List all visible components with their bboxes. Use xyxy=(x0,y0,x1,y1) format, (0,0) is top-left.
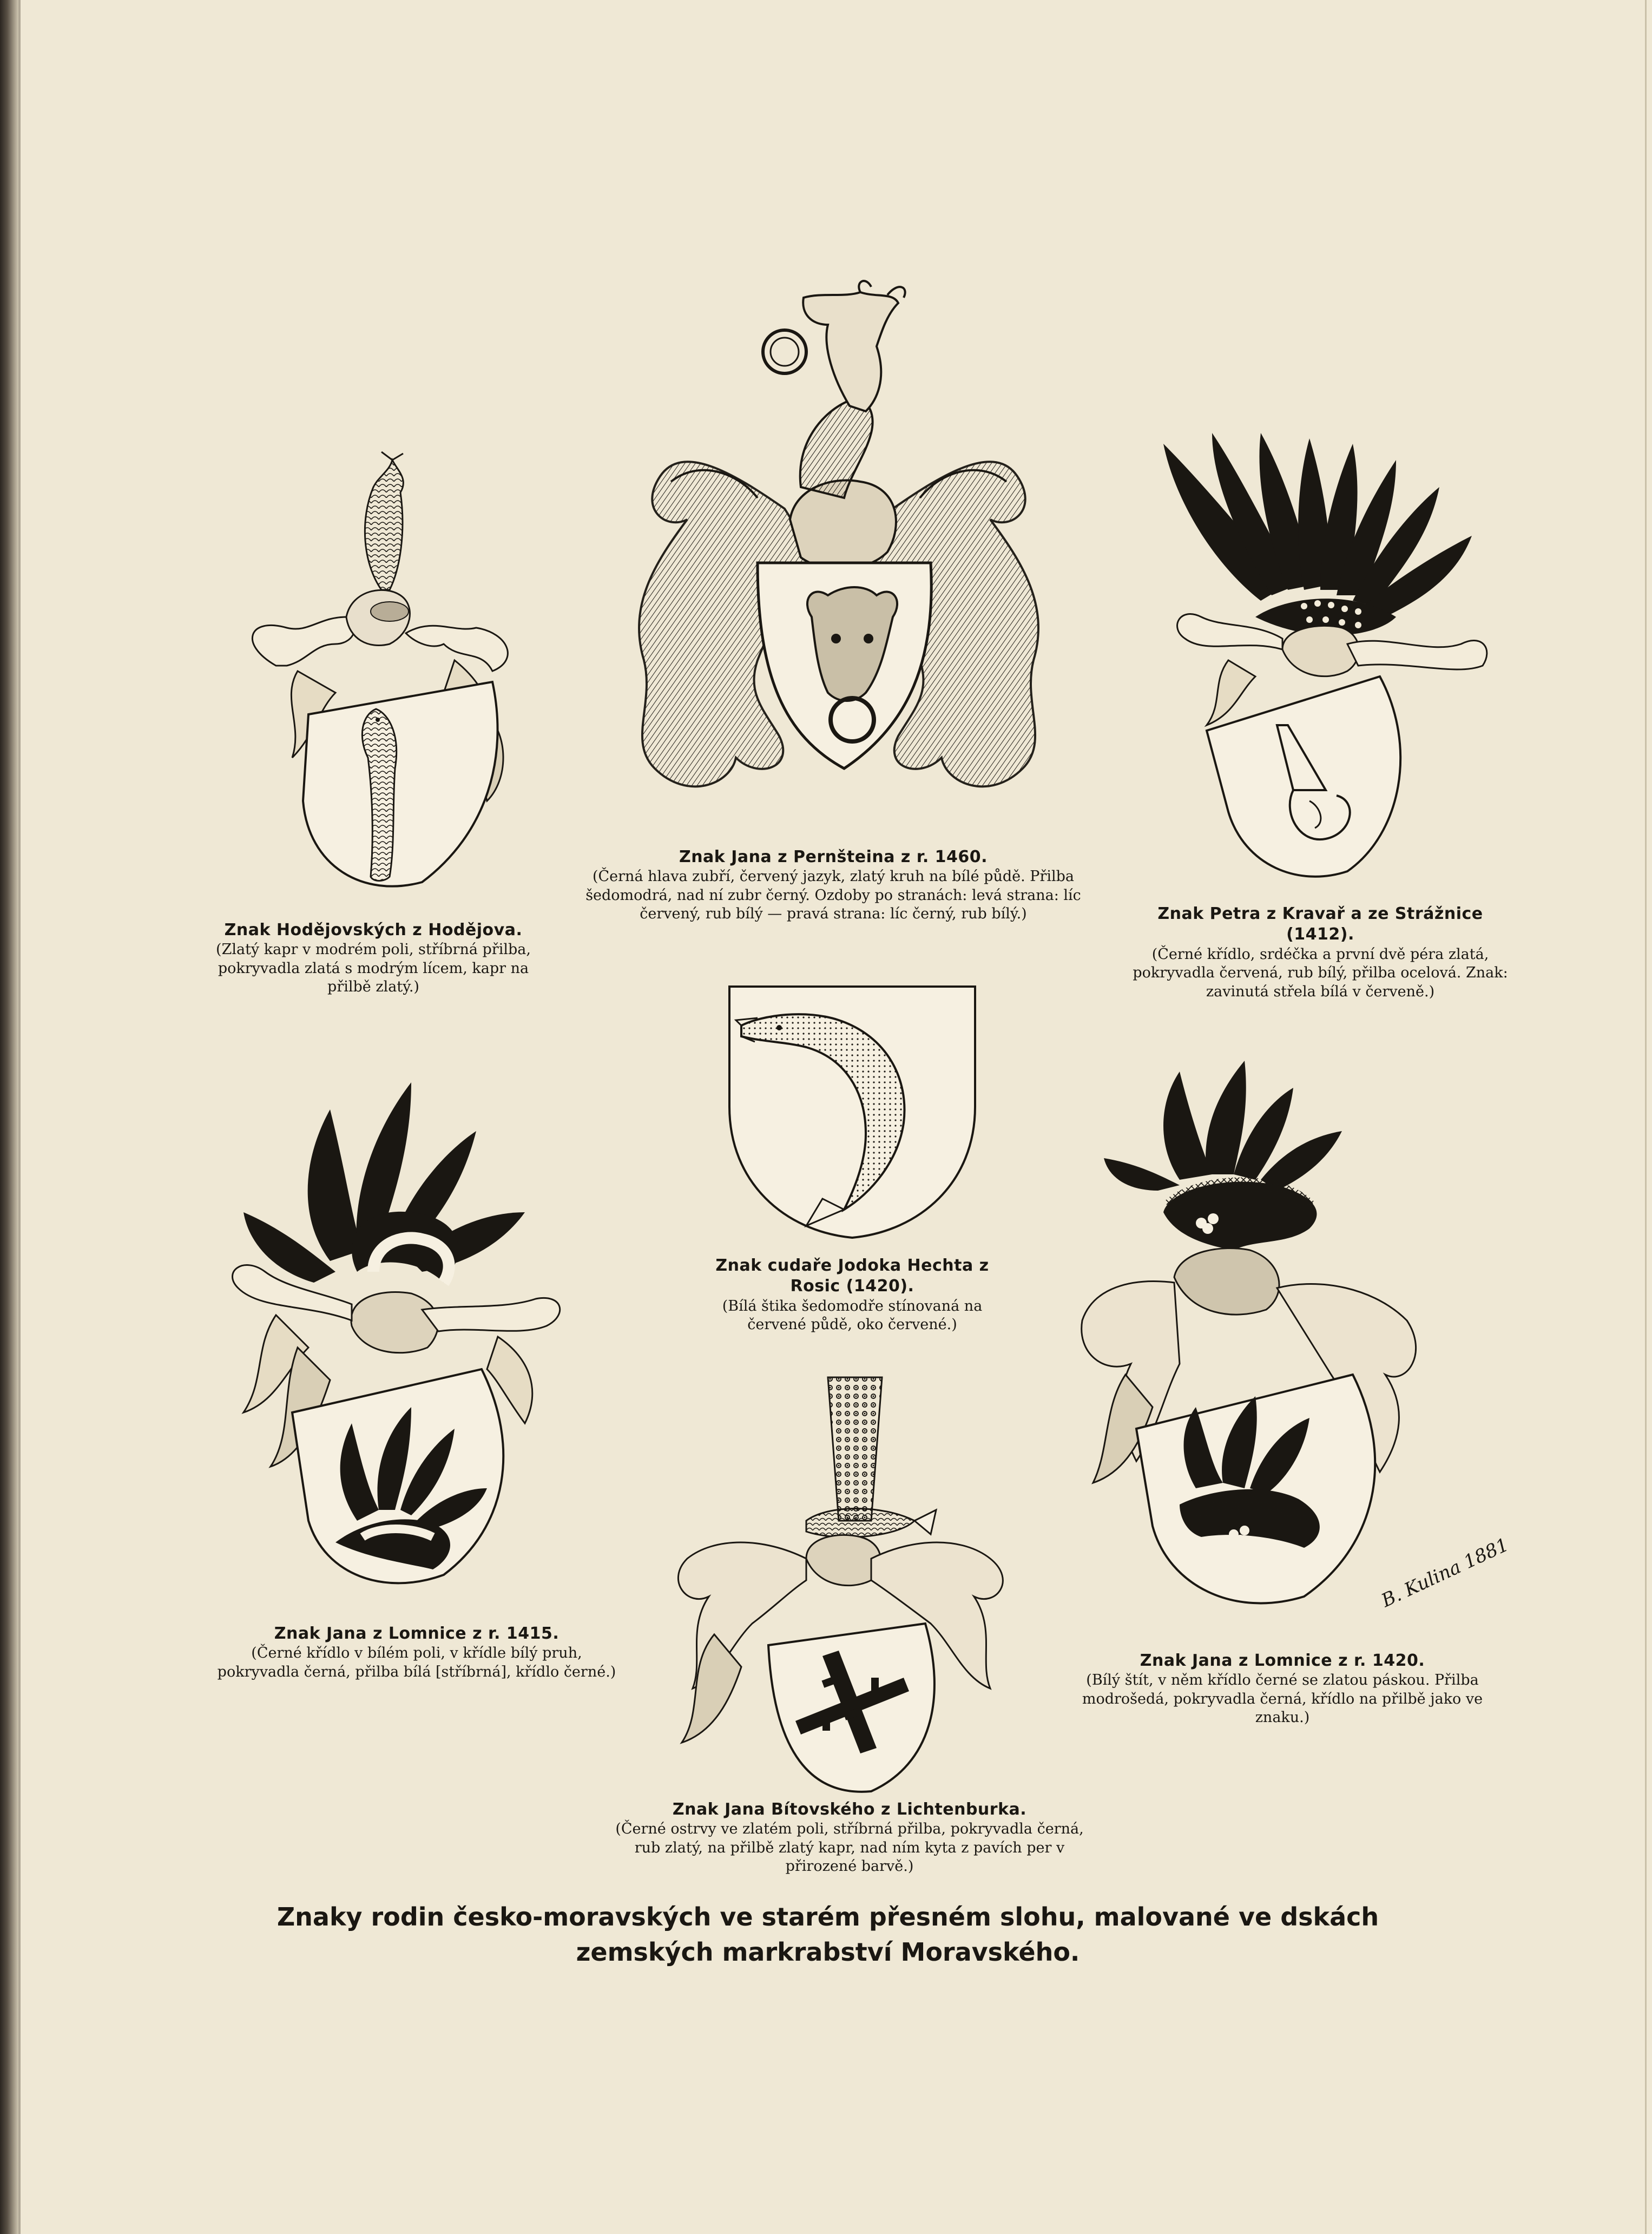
book-spine xyxy=(0,0,18,2234)
artist-signature: B. Kulina 1881 xyxy=(1378,1534,1512,1612)
caption-title: Znak Petra z Kravař a ze Strážnice (1412). xyxy=(1157,904,1483,944)
crest-hodejov xyxy=(227,455,552,920)
caption-kravare xyxy=(1126,904,1515,1001)
caption-description: (Černé ostrvy ve zlatém poli, stříbrná přilba, pokryvadla černá, rub zlatý, na přilbě zlatý kapr, nad ním kyta z pavích per v přirozené barvě.) xyxy=(615,1821,1084,1875)
caption-description: (Černé křídlo v bílém poli, v křídle bílý pruh, pokryvadla černá, přilba bílá [stříbrná], křídlo černé.) xyxy=(217,1645,616,1680)
crest-hecht xyxy=(725,982,979,1242)
caption-description: (Bílý štít, v něm křídlo černé se zlatou páskou. Přilba modrošedá, pokryvadla černá, křídlo na přilbě jako ve znaku.) xyxy=(1082,1672,1483,1726)
caption-title: Znak Jana Bítovského z Lichtenburka. xyxy=(672,1800,1027,1819)
caption-title: Znak Jana z Lomnice z r. 1420. xyxy=(1140,1651,1425,1670)
crest-kravare xyxy=(1147,422,1526,898)
caption-description: (Černé křídlo, srdéčka a první dvě péra zlatá, pokryvadla červená, rub bílý, přilba ocelová. Znak: zavinutá střela bílá v červeně.) xyxy=(1133,945,1508,1000)
caption-hodejov xyxy=(206,920,541,997)
caption-title: Znak Jana z Lomnice z r. 1415. xyxy=(274,1624,560,1643)
caption-bitovsky xyxy=(606,1799,1093,1876)
caption-title: Znak Hodějovských z Hodějova. xyxy=(224,921,523,939)
crest-lomnice-1420 xyxy=(1071,1050,1512,1624)
caption-pernstein xyxy=(574,847,1093,924)
crest-bitovsky xyxy=(644,1375,1055,1797)
caption-title: Znak Jana z Pernšteina z r. 1460. xyxy=(679,847,988,866)
caption-lomnice-1420 xyxy=(1061,1651,1504,1727)
caption-description: (Zlatý kapr v modrém poli, stříbrná přilba, pokryvadla zlatá s modrým lícem, kapr na přilbě zlatý.) xyxy=(216,941,531,996)
page-gutter xyxy=(18,0,21,2234)
caption-description: (Bílá štika šedomodře stínovaná na červené půdě, oko červené.) xyxy=(722,1297,983,1333)
caption-hecht xyxy=(698,1256,1006,1335)
crest-pernstein xyxy=(595,281,1082,839)
plate-title: Znaky rodin česko-moravských ve starém přesném slohu, malované ve dskách zemských markrabství Moravského. xyxy=(277,1902,1379,1967)
caption-title: Znak cudaře Jodoka Hechta z Rosic (1420). xyxy=(715,1256,989,1296)
caption-description: (Černá hlava zubří, červený jazyk, zlatý kruh na bílé půdě. Přilba šedomodrá, nad ní zubr černý. Ozdoby po stranách: levá strana: líc červený, rub bílý — pravá strana: líc černý, rub bílý.) xyxy=(585,868,1081,923)
crest-lomnice-1415 xyxy=(216,1055,606,1624)
caption-lomnice-1415 xyxy=(211,1624,622,1681)
page-edge xyxy=(1645,0,1647,2234)
